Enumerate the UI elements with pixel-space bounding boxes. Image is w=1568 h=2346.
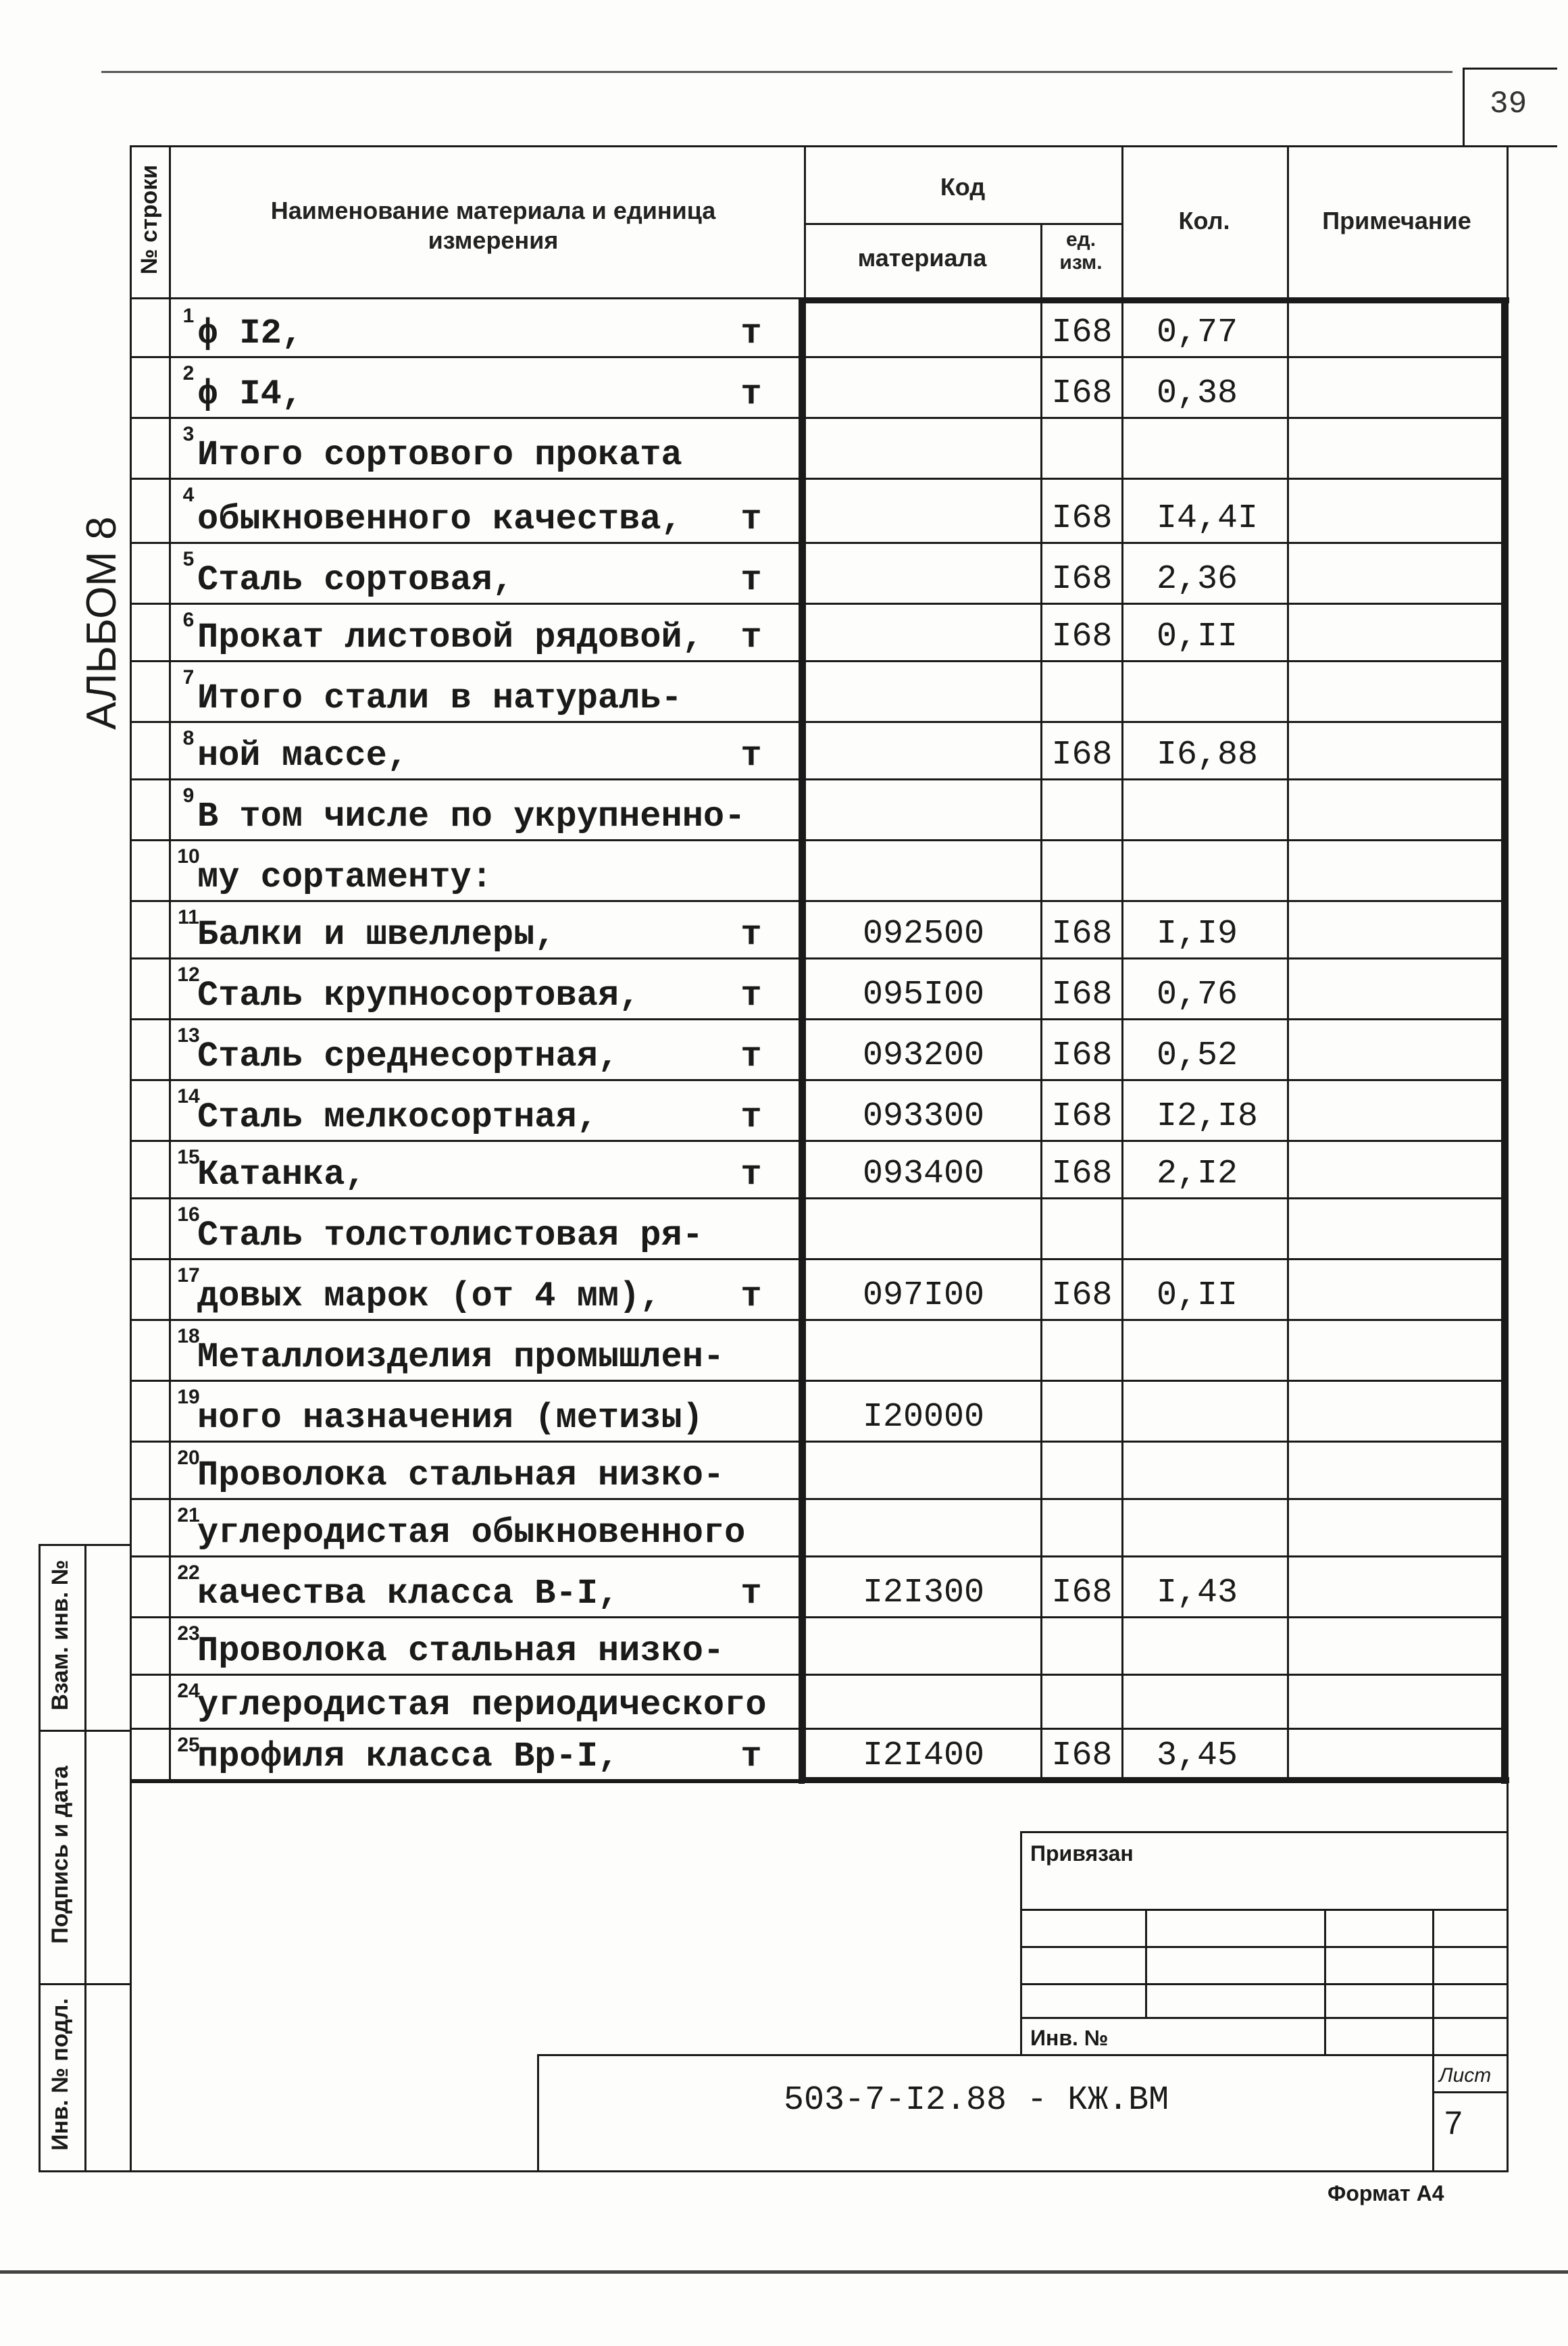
- stamp-grid-v3: [1432, 1909, 1434, 2054]
- unit-code: I68: [1051, 915, 1113, 953]
- page-number-box-top: [1463, 68, 1557, 70]
- unit: т: [740, 1155, 762, 1195]
- material-name: Балки и швеллеры,: [197, 915, 556, 955]
- material-name: углеродистая обыкновенного: [197, 1513, 746, 1553]
- row-number: 18: [177, 1325, 200, 1347]
- material-code: I20000: [862, 1398, 985, 1437]
- row-number: 23: [177, 1622, 200, 1645]
- table-row: [130, 1443, 1508, 1500]
- material-name: Металлоизделия промышлен-: [197, 1337, 725, 1377]
- table-row: [130, 1260, 1508, 1321]
- unit-code: I68: [1051, 976, 1113, 1014]
- header-material: материала: [857, 244, 987, 272]
- unit-code: I68: [1051, 1037, 1113, 1075]
- sheet-label: Лист: [1439, 2064, 1492, 2087]
- unit: т: [740, 374, 762, 414]
- header-code: Код: [940, 173, 986, 201]
- side-inv-swap: Взам. инв. №: [47, 1559, 73, 1711]
- table-row: [130, 841, 1508, 902]
- quantity: 2,I2: [1157, 1155, 1238, 1193]
- header-unit-code: ед. изм.: [1059, 228, 1103, 274]
- material-code: 093400: [862, 1155, 985, 1193]
- header-row-no: № строки: [136, 164, 162, 275]
- row-number: 15: [177, 1146, 200, 1168]
- unit: т: [740, 1737, 762, 1776]
- stamp-left: [1020, 1831, 1022, 2054]
- album-label: АЛЬБОМ 8: [78, 516, 125, 730]
- unit-code: I68: [1051, 1155, 1113, 1193]
- side-stamp-mid: [84, 1544, 86, 2172]
- table-row: [130, 1618, 1508, 1676]
- material-name: Сталь сортовая,: [197, 560, 514, 600]
- side-stamp-top: [39, 1544, 132, 1546]
- row-number: 21: [177, 1504, 200, 1526]
- table-row: [130, 1321, 1508, 1382]
- quantity: I6,88: [1157, 736, 1259, 774]
- page-number-box-left: [1463, 68, 1465, 145]
- unit-code: I68: [1051, 374, 1113, 413]
- stamp-inv-no: Инв. №: [1030, 2026, 1109, 2050]
- quantity: 0,II: [1157, 1276, 1238, 1315]
- top-edge-line: [101, 71, 1452, 73]
- unit: т: [740, 314, 762, 353]
- unit: т: [740, 499, 762, 539]
- quantity: 0,77: [1157, 314, 1238, 352]
- sheet-box-div: [1432, 2091, 1507, 2093]
- material-name: Проволока стальная низко-: [197, 1631, 725, 1671]
- table-row: [130, 605, 1508, 662]
- table-bottom-line: [130, 1781, 1508, 1783]
- frame-top: [130, 145, 1557, 147]
- quantity: I,I9: [1157, 915, 1238, 953]
- quantity: I2,I8: [1157, 1097, 1259, 1136]
- sheet-box-left: [1432, 2054, 1434, 2172]
- row-number: 16: [177, 1203, 200, 1226]
- stamp-bound: Привязан: [1030, 1841, 1134, 1866]
- table-row: [130, 1730, 1508, 1781]
- row-number: 14: [177, 1085, 200, 1107]
- row-number: 13: [177, 1024, 200, 1047]
- material-name: В том числе по укрупненно-: [197, 797, 746, 837]
- header-qty: Кол.: [1178, 207, 1230, 234]
- material-name: довых марок (от 4 мм),: [197, 1276, 661, 1316]
- side-stamp-div1: [39, 1730, 132, 1732]
- row-number: 8: [182, 727, 195, 749]
- material-code: 093300: [862, 1097, 985, 1136]
- material-name: Проволока стальная низко-: [197, 1455, 725, 1495]
- stamp-grid-v1: [1145, 1909, 1147, 2017]
- table-row: [130, 1199, 1508, 1260]
- unit-code: I68: [1051, 1097, 1113, 1136]
- unit: т: [740, 915, 762, 955]
- quantity: 0,52: [1157, 1037, 1238, 1075]
- quantity: I,43: [1157, 1574, 1238, 1612]
- unit: т: [740, 618, 762, 657]
- side-inv-orig: Инв. № подл.: [47, 1998, 73, 2151]
- material-name: ϕ I4,: [197, 374, 303, 414]
- material-name: Сталь крупносортовая,: [197, 976, 640, 1016]
- material-name: ного назначения (метизы): [197, 1398, 703, 1438]
- table-row: [130, 358, 1508, 419]
- stamp-top: [1020, 1831, 1507, 1833]
- doc-box-top: [537, 2054, 1507, 2056]
- quantity: 2,36: [1157, 560, 1238, 599]
- material-name: обыкновенного качества,: [197, 499, 682, 539]
- header-name: Наименование материала и единица измерения: [270, 197, 716, 254]
- table-row: [130, 723, 1508, 780]
- row-number: 22: [177, 1562, 200, 1584]
- material-name: му сортаменту:: [197, 857, 492, 897]
- row-number: 4: [182, 484, 195, 506]
- unit: т: [740, 1276, 762, 1316]
- quantity: I4,4I: [1157, 499, 1259, 538]
- material-code: 095I00: [862, 976, 985, 1014]
- quantity: 0,II: [1157, 618, 1238, 656]
- row-number: 1: [182, 305, 195, 327]
- row-number: 5: [182, 548, 195, 570]
- row-divider: [130, 1779, 1508, 1781]
- row-number: 9: [182, 784, 195, 807]
- material-name: углеродистая периодического: [197, 1685, 767, 1725]
- table-row: [130, 1500, 1508, 1557]
- material-code: I2I300: [862, 1574, 985, 1612]
- row-number: 25: [177, 1734, 200, 1756]
- row-number: 3: [182, 423, 195, 445]
- table-row: [130, 419, 1508, 480]
- bottom-edge-line: [0, 2270, 1568, 2274]
- row-number: 19: [177, 1386, 200, 1408]
- side-stamp-left: [39, 1544, 41, 2172]
- table-row: [130, 1382, 1508, 1443]
- material-name: ной массе,: [197, 736, 409, 776]
- unit-code: I68: [1051, 499, 1113, 538]
- table-row: [130, 1081, 1508, 1142]
- unit-code: I68: [1051, 1737, 1113, 1775]
- material-name: Итого стали в натураль-: [197, 678, 682, 718]
- page-number: 39: [1490, 86, 1527, 122]
- row-number: 6: [182, 609, 195, 631]
- unit-code: I68: [1051, 560, 1113, 599]
- unit: т: [740, 1037, 762, 1076]
- table-row: [130, 902, 1508, 959]
- material-name: ϕ I2,: [197, 314, 303, 353]
- material-code: 093200: [862, 1037, 985, 1075]
- quantity: 0,38: [1157, 374, 1238, 413]
- doc-code: 503-7-I2.88 - КЖ.ВМ: [784, 2081, 1169, 2120]
- table-row: [130, 1142, 1508, 1199]
- table-row: [130, 1676, 1508, 1730]
- table-row: [130, 480, 1508, 544]
- table-row: [130, 301, 1508, 358]
- quantity: 0,76: [1157, 976, 1238, 1014]
- unit: т: [740, 1574, 762, 1614]
- doc-box-left: [537, 2054, 539, 2172]
- row-number: 11: [178, 906, 199, 928]
- header-bottom-line: [130, 297, 1508, 299]
- table-row: [130, 1020, 1508, 1081]
- material-code: 097I00: [862, 1276, 985, 1315]
- sheet-number: 7: [1444, 2105, 1463, 2141]
- material-name: Прокат листовой рядовой,: [197, 618, 703, 657]
- table-row: [130, 959, 1508, 1020]
- format-label: Формат А4: [1327, 2181, 1444, 2205]
- unit-code: I68: [1051, 618, 1113, 656]
- quantity: 3,45: [1157, 1737, 1238, 1775]
- table-row: [130, 1557, 1508, 1618]
- material-name: Катанка,: [197, 1155, 366, 1195]
- stamp-grid-v2: [1324, 1909, 1326, 2054]
- header-note: Примечание: [1322, 207, 1471, 234]
- table-row: [130, 662, 1508, 723]
- unit-code: I68: [1051, 736, 1113, 774]
- row-number: 10: [177, 845, 200, 868]
- unit-code: I68: [1051, 1574, 1113, 1612]
- code-header-split: [804, 223, 1121, 225]
- unit: т: [740, 560, 762, 600]
- material-code: 092500: [862, 915, 985, 953]
- material-name: профиля класса Вр-I,: [197, 1737, 619, 1776]
- row-number: 2: [182, 362, 195, 384]
- material-name: Итого сортового проката: [197, 435, 682, 475]
- unit-code: I68: [1051, 314, 1113, 352]
- material-name: Сталь мелкосортная,: [197, 1097, 598, 1137]
- row-number: 7: [182, 666, 195, 689]
- material-name: Сталь среднесортная,: [197, 1037, 619, 1076]
- unit: т: [740, 736, 762, 776]
- unit: т: [740, 976, 762, 1016]
- table-row: [130, 780, 1508, 841]
- material-name: качества класса В-I,: [197, 1574, 619, 1614]
- table-row: [130, 544, 1508, 605]
- frame-bottom: [39, 2170, 1509, 2172]
- material-code: I2I400: [862, 1737, 985, 1775]
- row-number: 20: [177, 1447, 200, 1469]
- material-name: Сталь толстолистовая ря-: [197, 1216, 703, 1255]
- row-number: 24: [177, 1680, 200, 1702]
- unit-code: I68: [1051, 1276, 1113, 1315]
- side-sign-date: Подпись и дата: [47, 1766, 73, 1944]
- row-number: 17: [177, 1264, 200, 1287]
- unit: т: [740, 1097, 762, 1137]
- row-number: 12: [177, 964, 200, 986]
